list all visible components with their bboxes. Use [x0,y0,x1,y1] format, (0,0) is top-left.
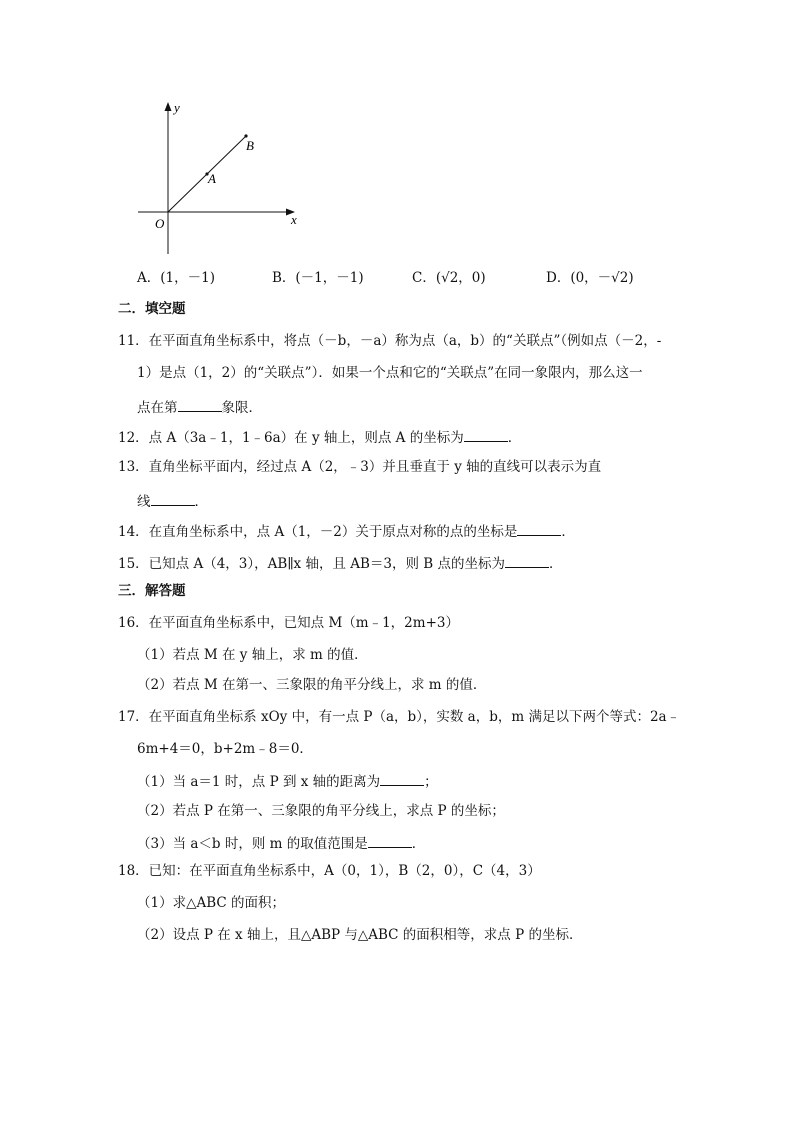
coordinate-figure [128,96,328,266]
q14-end: ． [561,524,575,540]
q12-line [118,429,521,446]
q16-stem: 16．在平面直角坐标系中，已知点 M（m﹣1，2m+3） [118,615,459,631]
q17-part1-blank[interactable] [380,773,424,786]
q17-part1 [137,773,438,790]
q14-text: 14．在直角坐标系中，点 A（1，－2）关于原点对称的点的坐标是 [118,524,518,540]
q18-part2: （2）设点 P 在 x 轴上，且△ABP 与△ABC 的面积相等，求点 P 的坐标． [137,927,583,943]
label-b: B [246,138,254,153]
q17-line2: 6m+4＝0，b+2m﹣8＝0． [137,741,313,757]
label-y: y [174,100,180,115]
section3-title: 三．解答题 [118,583,186,599]
q17-part3-blank[interactable] [368,835,412,848]
q11-line1: 11．在平面直角坐标系中，将点（－b，－a）称为点（a，b）的“关联点”（例如点（－2，- [118,333,662,349]
q16-part2: （2）若点 M 在第一、三象限的角平分线上，求 m 的值． [137,677,487,693]
q14-answer-blank[interactable] [517,523,561,536]
q13-line1: 13．直角坐标平面内，经过点 A（2，﹣3）并且垂直于 y 轴的直线可以表示为直 [118,459,602,475]
q17-part3 [137,835,425,852]
q11-answer-blank[interactable] [178,399,222,412]
q12-answer-blank[interactable] [464,429,508,442]
label-a: A [208,171,216,186]
q11-line3-a: 点在第 [137,400,178,416]
q14-line [118,523,575,540]
q11-line2: 1）是点（1，2）的“关联点”）．如果一个点和它的“关联点”在同一象限内，那么这一 [137,365,643,381]
q10-option-d: D．(0，－√2) [546,270,634,286]
q13-answer-blank[interactable] [151,493,195,506]
q17-part3-text: （3）当 a＜b 时，则 m 的取值范围是 [137,836,368,852]
label-x: x [291,212,297,227]
q15-text: 15．已知点 A（4，3），AB∥x 轴，且 AB＝3，则 B 点的坐标为 [118,556,506,572]
q12-text: 12．点 A（3a﹣1，1﹣6a）在 y 轴上，则点 A 的坐标为 [118,430,464,446]
q17-part1-end: ； [424,774,438,790]
q12-end: ． [507,430,522,446]
q18-part1: （1）求△ABC 的面积； [137,895,286,911]
q11-line3 [137,399,262,416]
q16-part1: （1）若点 M 在 y 轴上，求 m 的值． [137,647,368,663]
q13-line2-a: 线 [137,494,151,510]
q17-part1-text: （1）当 a＝1 时，点 P 到 x 轴的距离为 [137,774,381,790]
label-o: O [155,216,165,231]
q10-option-b: B．(－1，－1) [272,270,364,286]
q11-line3-b: 象限． [221,400,262,416]
y-axis-arrow [165,102,172,111]
q17-part2: （2）若点 P 在第一、三象限的角平分线上，求点 P 的坐标； [137,803,505,819]
q10-option-c: C．(√2，0) [412,270,486,286]
q18-stem: 18．已知：在平面直角坐标系中，A（0，1），B（2，0），C（4，3） [118,863,541,879]
section2-title: 二．填空题 [118,301,186,317]
q15-answer-blank[interactable] [505,555,549,568]
q17-line1: 17．在平面直角坐标系 xOy 中，有一点 P（a，b），实数 a，b，m 满足以下两个等式：2a﹣ [118,709,681,725]
q17-part3-end: ． [411,836,426,852]
q13-line2 [137,493,208,510]
q15-line [118,555,563,572]
q10-option-a: A．(1，－1) [137,270,215,286]
q13-line2-b: ． [194,494,208,510]
q15-end: ． [549,556,563,572]
